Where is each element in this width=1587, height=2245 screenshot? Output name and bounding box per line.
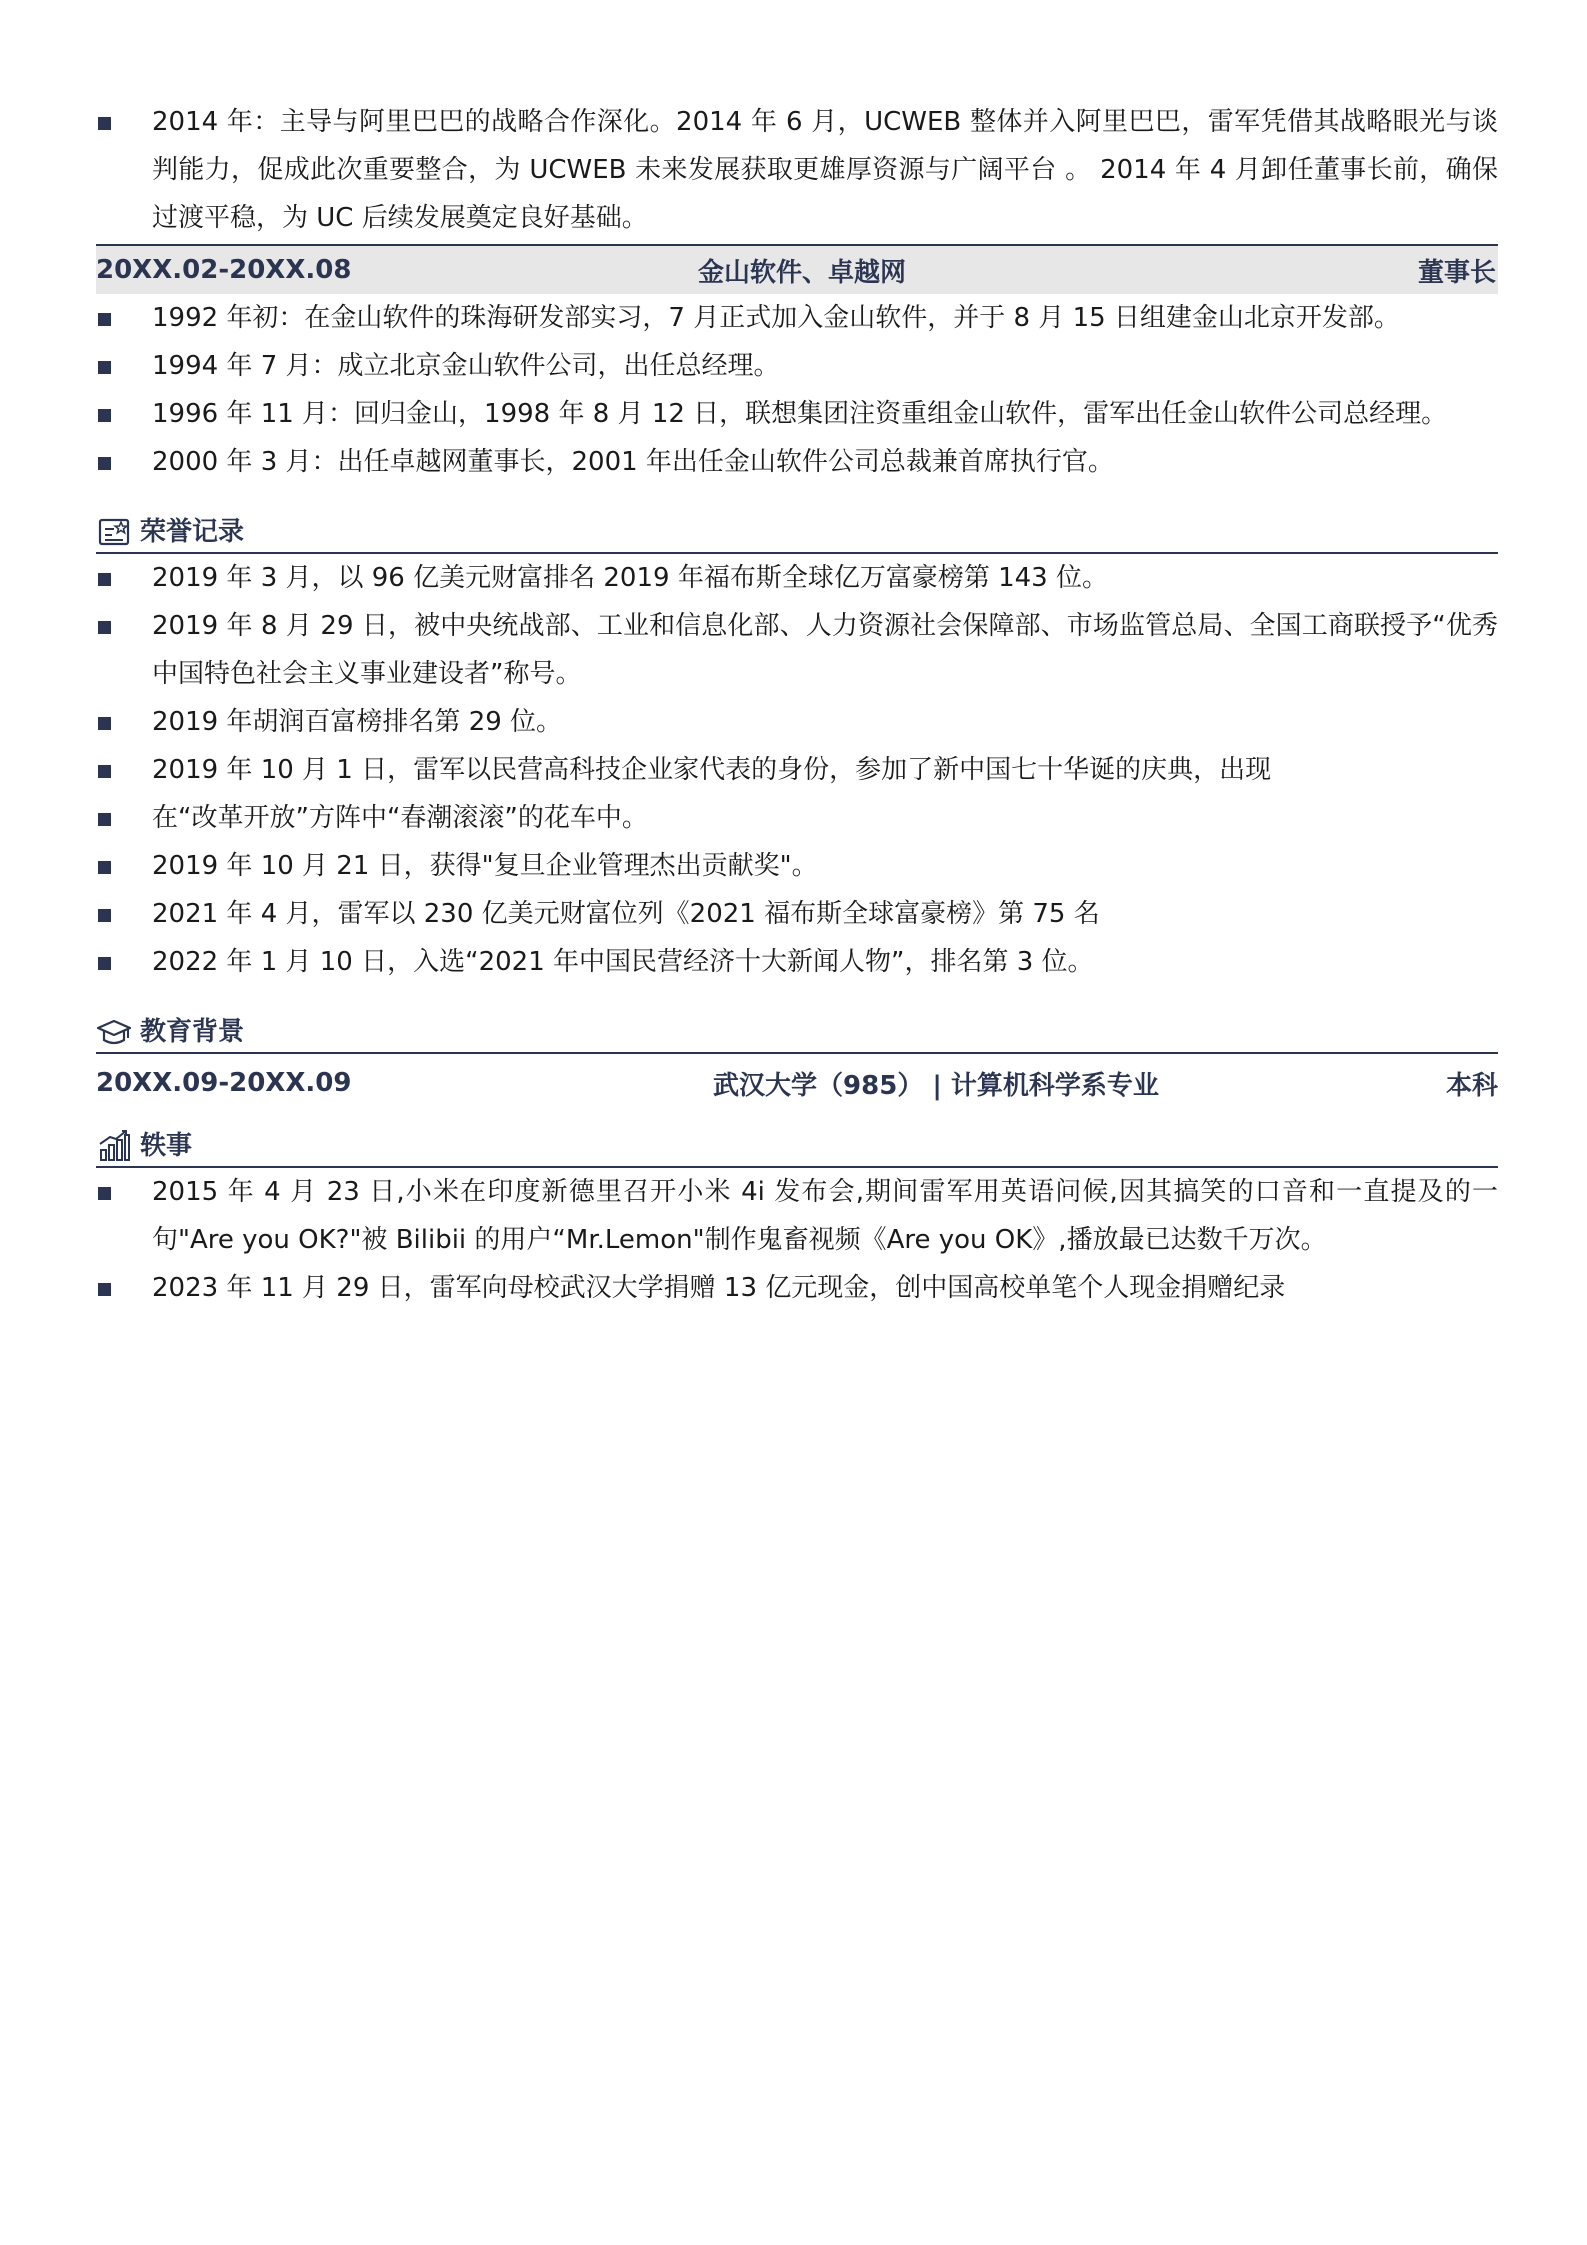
- list-item: 2019 年 8 月 29 日，被中央统战部、工业和信息化部、人力资源社会保障部、市场监管总局、全国工商联授予“优秀中国特色社会主义事业建设者”称号。: [96, 602, 1498, 698]
- anecdotes-list: [96, 1168, 1498, 1312]
- bullet-square-icon: [98, 909, 111, 922]
- bullet-square-icon: [98, 861, 111, 874]
- graduation-cap-icon: [96, 1014, 132, 1050]
- honors-list: [96, 554, 1498, 986]
- bullet-square-icon: [98, 717, 111, 730]
- list-item: 2019 年胡润百富榜排名第 29 位。: [96, 698, 1498, 746]
- list-item: 2022 年 1 月 10 日，入选“2021 年中国民营经济十大新闻人物”，排名第 3 位。: [96, 938, 1498, 986]
- education-period: 20XX.09-20XX.09: [96, 1068, 352, 1098]
- list-item: 2019 年 3 月，以 96 亿美元财富排名 2019 年福布斯全球亿万富豪榜第 143 位。: [96, 554, 1498, 602]
- job-header-bar: [96, 244, 1498, 294]
- certificate-icon: [96, 514, 132, 550]
- education-school: 武汉大学（985） | 计算机科学系专业: [713, 1070, 1159, 1101]
- section-title: 荣誉记录: [140, 517, 245, 547]
- honors-section-header: [96, 508, 1498, 554]
- job-position: 董事长: [1417, 257, 1496, 288]
- education-section-header: [96, 1008, 1498, 1054]
- bullet-square-icon: [98, 409, 111, 422]
- bullet-square-icon: [98, 957, 111, 970]
- bullet-square-icon: [98, 313, 111, 326]
- list-item: 2021 年 4 月，雷军以 230 亿美元财富位列《2021 福布斯全球富豪榜》第 75 名: [96, 890, 1498, 938]
- job-period: 20XX.02-20XX.08: [96, 255, 352, 285]
- bullet-square-icon: [98, 621, 111, 634]
- list-item: 在“改革开放”方阵中“春潮滚滚”的花车中。: [96, 794, 1498, 842]
- education-row: [96, 1054, 1498, 1112]
- list-item: 2023 年 11 月 29 日，雷军向母校武汉大学捐赠 13 亿元现金，创中国高校单笔个人现金捐赠纪录: [96, 1264, 1498, 1312]
- list-item: 1996 年 11 月：回归金山，1998 年 8 月 12 日，联想集团注资重组金山软件，雷军出任金山软件公司总经理。: [96, 390, 1498, 438]
- bullet-square-icon: [98, 765, 111, 778]
- bullet-square-icon: [98, 1187, 111, 1200]
- list-item: 2014 年：主导与阿里巴巴的战略合作深化。2014 年 6 月，UCWEB 整体并入阿里巴巴，雷军凭借其战略眼光与谈判能力，促成此次重要整合，为 UCWEB 未来发展获取更雄厚资源与广阔平台 。 2014 年 4 月卸任董事长前，确保过渡平稳，为 UC 后续发展奠定良好基础。: [96, 98, 1498, 242]
- job-list: [96, 294, 1498, 486]
- list-item: 2019 年 10 月 1 日，雷军以民营高科技企业家代表的身份，参加了新中国七十华诞的庆典，出现: [96, 746, 1498, 794]
- section-title: 轶事: [140, 1131, 193, 1161]
- section-title: 教育背景: [140, 1017, 245, 1047]
- bullet-square-icon: [98, 813, 111, 826]
- job-company: 金山软件、卓越网: [697, 257, 906, 288]
- list-item: 1992 年初：在金山软件的珠海研发部实习，7 月正式加入金山软件，并于 8 月 15 日组建金山北京开发部。: [96, 294, 1498, 342]
- anecdotes-section-header: [96, 1122, 1498, 1168]
- bullet-square-icon: [98, 1283, 111, 1296]
- resume-page: [96, 98, 1498, 1312]
- bullet-square-icon: [98, 361, 111, 374]
- list-item: 1994 年 7 月：成立北京金山软件公司，出任总经理。: [96, 342, 1498, 390]
- growth-chart-icon: [96, 1128, 132, 1164]
- list-item: 2015 年 4 月 23 日,小米在印度新德里召开小米 4i 发布会,期间雷军用英语问候,因其搞笑的口音和一直提及的一句"Are you OK?"被 Bilibii 的用户“Mr.Lemon"制作鬼畜视频《Are you OK》,播放最已达数千万次。: [96, 1168, 1498, 1264]
- list-item: 2019 年 10 月 21 日，获得"复旦企业管理杰出贡献奖"。: [96, 842, 1498, 890]
- bullet-square-icon: [98, 117, 111, 130]
- education-degree: 本科: [1445, 1070, 1498, 1101]
- intro-list: [96, 98, 1498, 242]
- bullet-square-icon: [98, 457, 111, 470]
- list-item: 2000 年 3 月：出任卓越网董事长，2001 年出任金山软件公司总裁兼首席执行官。: [96, 438, 1498, 486]
- bullet-square-icon: [98, 573, 111, 586]
